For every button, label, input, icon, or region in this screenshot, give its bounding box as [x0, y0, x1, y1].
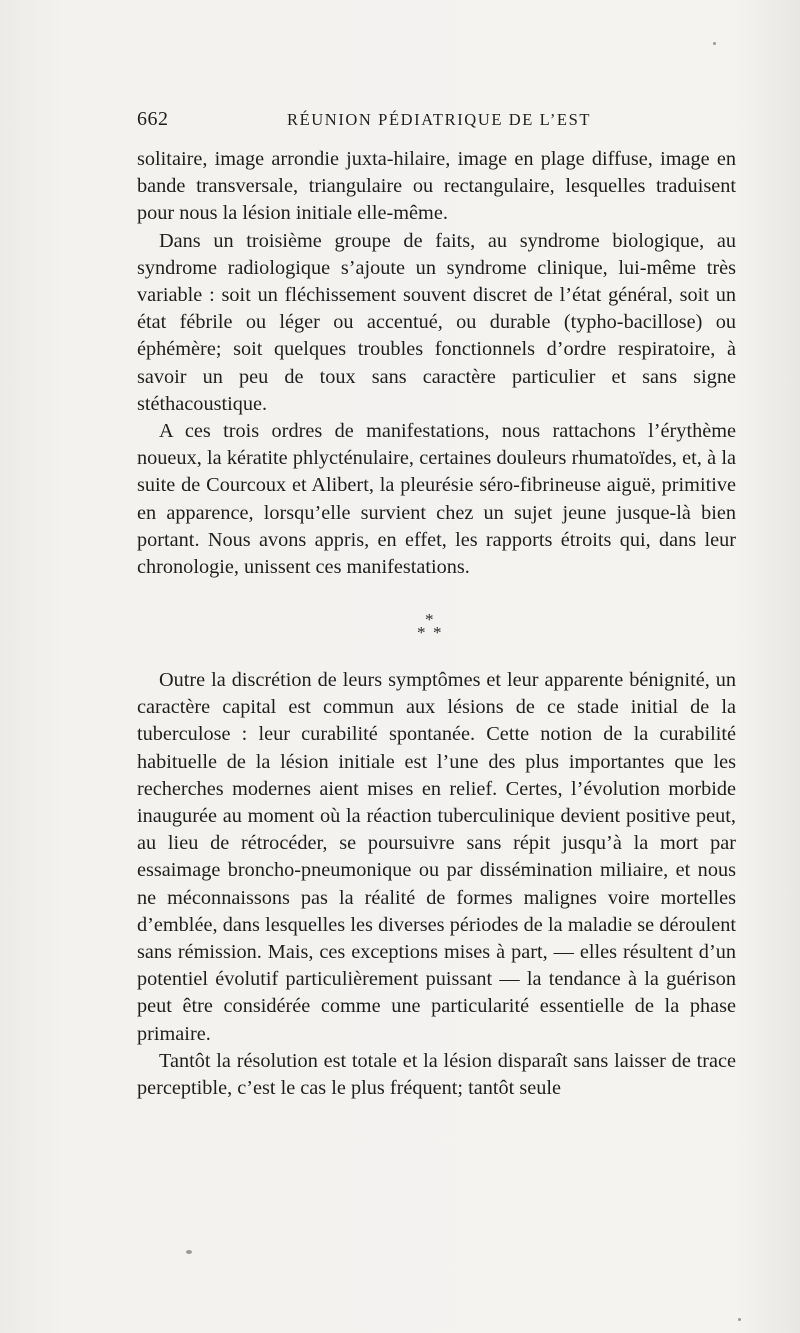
body-text-section-1 [137, 146, 736, 581]
paper-speck [738, 1318, 741, 1321]
asterisk-top: * [425, 610, 434, 629]
paragraph-continued: solitaire, image arrondie juxta-hilaire, image en plage diffuse, image en bande transversale, triangulaire ou rectangulaire, lesquelles traduisent pour nous la lésion initiale elle-même. [137, 148, 736, 225]
page-header [137, 108, 735, 136]
asterisk-bottom-right: * [433, 623, 442, 642]
paper-speck [713, 42, 716, 45]
paragraph-continues: Tantôt la résolution est totale et la lésion disparaît sans laisser de trace perceptible, c’est le cas le plus fréquent; tantôt seule [137, 1049, 736, 1100]
paper-speck [186, 1250, 192, 1254]
body-text-section-2 [137, 667, 736, 1102]
paragraph: Outre la discrétion de leurs symptômes et leur apparente bénignité, un caractère capital est commun aux lésions de ce stade initial de la tuberculose : leur curabilité spontanée. Cette notion de la curabilité habituelle de la lésion initiale est l’une des plus importantes que les recherches modernes aient mises en relief. Certes, l’évolution morbide inaugurée au moment où la réaction tuberculinique devient positive peut, au lieu de rétrocéder, se poursuivre sans répit jusqu’à la mort par essaimage broncho-pneumonique ou par dissémination miliaire, et nous ne méconnaissons pas la réalité de formes malignes voire mortelles d’emblée, dans lesquelles les diverses périodes de la maladie se déroulent sans rémission. Mais, ces exceptions mises à part, — elles résultent d’un potentiel évolutif particulièrement puissant — la tendance à la guérison peut être considérée comme une particularité essentielle de la phase primaire. [137, 669, 736, 1045]
paragraph: Dans un troisième groupe de faits, au syndrome biologique, au syndrome radiologique s’ajoute un syndrome clinique, lui-même très variable : soit un fléchissement souvent discret de l’état général, soit un état fébrile ou léger ou accentué, ou durable (typho-bacillose) ou éphémère; soit quelques troubles fonctionnels d’ordre respiratoire, à savoir un peu de toux sans caractère particulier et sans signe stéthacoustique. [137, 229, 736, 415]
page-number: 662 [137, 108, 169, 130]
asterisk-bottom-left: * [417, 623, 426, 642]
paragraph: A ces trois ordres de manifestations, nous rattachons l’érythème noueux, la kératite phlycténulaire, certaines douleurs rhumatoïdes, et, à la suite de Courcoux et Alibert, la pleurésie séro-fibrineuse aiguë, primitive en apparence, lorsqu’elle survient chez un sujet jeune jusque-là bien portant. Nous avons appris, en effet, les rapports étroits qui, dans leur chronologie, unissent ces manifestations. [137, 420, 736, 579]
running-title: RÉUNION PÉDIATRIQUE DE L’EST [287, 110, 592, 129]
asterism-separator [417, 612, 447, 642]
